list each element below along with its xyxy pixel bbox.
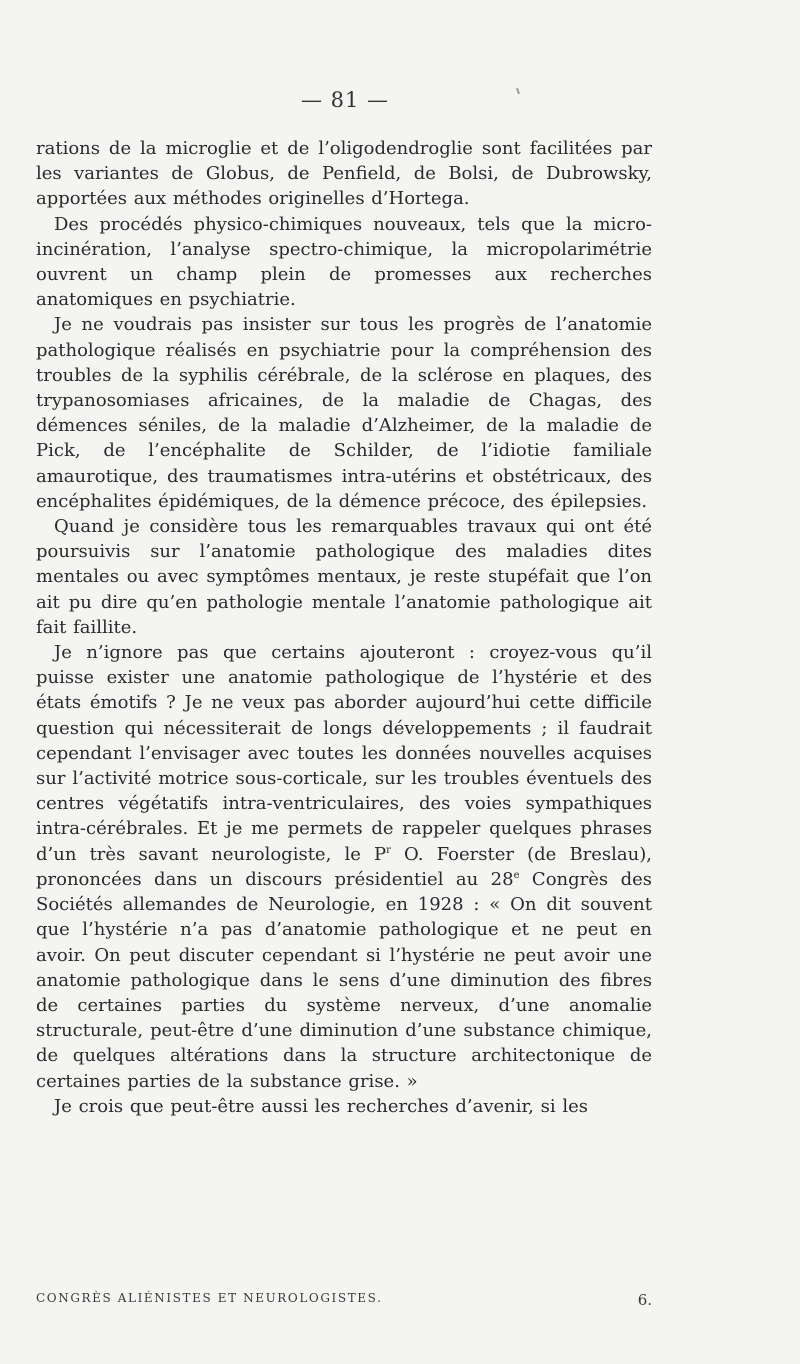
paragraph-5-part-1: Je n’ignore pas que certains ajouteront : croyez-vous qu’il puisse exister une anatomie pathologique de l’hystérie et des états émotifs ? Je ne veux pas aborder aujourd’hui cette difficile question qui nécessiterait de longs développements ; il faudrait cependant l’envisager avec toutes les données nouvelles acquises sur l’activité motrice sous-corticale, sur les troubles éventuels des centres végétatifs intra-ventriculaires, des voies sympathiques intra-cérébrales. Et je me permets de rappeler quelques phrases d’un très savant neurologiste, le P <box>36 642 652 865</box>
paragraph-4: Quand je considère tous les remarquables travaux qui ont été poursuivis sur l’anatomie pathologique des maladies dites mentales ou avec symptômes mentaux, je reste stupéfait que l’on ait pu dire qu’en pathologie mentale l’anatomie pathologique ait fait faillite. <box>36 516 652 638</box>
running-title: CONGRÈS ALIÉNISTES ET NEUROLOGISTES. <box>36 1291 383 1305</box>
paragraph-1: rations de la microglie et de l’oligodendroglie sont facilitées par les variantes de Globus, de Penfield, de Bolsi, de Dubrowsky, apportées aux méthodes originelles d’Hortega. <box>36 138 652 210</box>
signature-mark: 6. <box>637 1291 652 1309</box>
paragraph-5-part-2: O. Foerster (de Breslau), prononcées dans un discours présidentiel au 28 <box>36 843 652 890</box>
paragraph-3: Je ne voudrais pas insister sur tous les progrès de l’anatomie pathologique réalisés en psychiatrie pour la compréhension des troubles de la syphilis cérébrale, de la sclérose en plaques, des trypanosomiases africaines, de la maladie de Chagas, des démences séniles, de la maladie d’Alzheimer, de la maladie de Pick, de l’encéphalite de Schilder, de l’idiotie familiale amaurotique, des traumatismes intra-utérins et obstétricaux, des encéphalites épidémiques, de la démence précoce, des épilepsies. <box>36 314 652 512</box>
paragraph-6: Je crois que peut-être aussi les recherches d’avenir, si les <box>54 1095 588 1117</box>
paragraph-5-part-3: Congrès des Sociétés allemandes de Neurologie, en 1928 : « On dit souvent que l’hystérie n’a pas d’anatomie pathologique et ne peut en avoir. On peut discuter cependant si l’hystérie ne peut avoir une anatomie pathologique dans le sens d’une diminution des fibres de certaines parties du système nerveux, d’une anomalie structurale, peut-être d’une diminution d’une substance chimique, de quelques altérations dans la structure architectonique de certaines parties de la substance grise. » <box>36 868 652 1092</box>
paragraph-2: Des procédés physico-chimiques nouveaux, tels que la micro-incinération, l’analyse spectro-chimique, la micropolarimétrie ouvrent un champ plein de promesses aux recherches anatomiques en psychiatrie. <box>36 213 652 311</box>
superscript-ordinal: e <box>513 869 520 881</box>
page-number: — 81 — <box>300 88 390 112</box>
paragraph-5 <box>36 640 652 1094</box>
page-footer <box>36 1291 652 1309</box>
body-text <box>36 136 652 1119</box>
superscript-professor: r <box>386 844 391 856</box>
